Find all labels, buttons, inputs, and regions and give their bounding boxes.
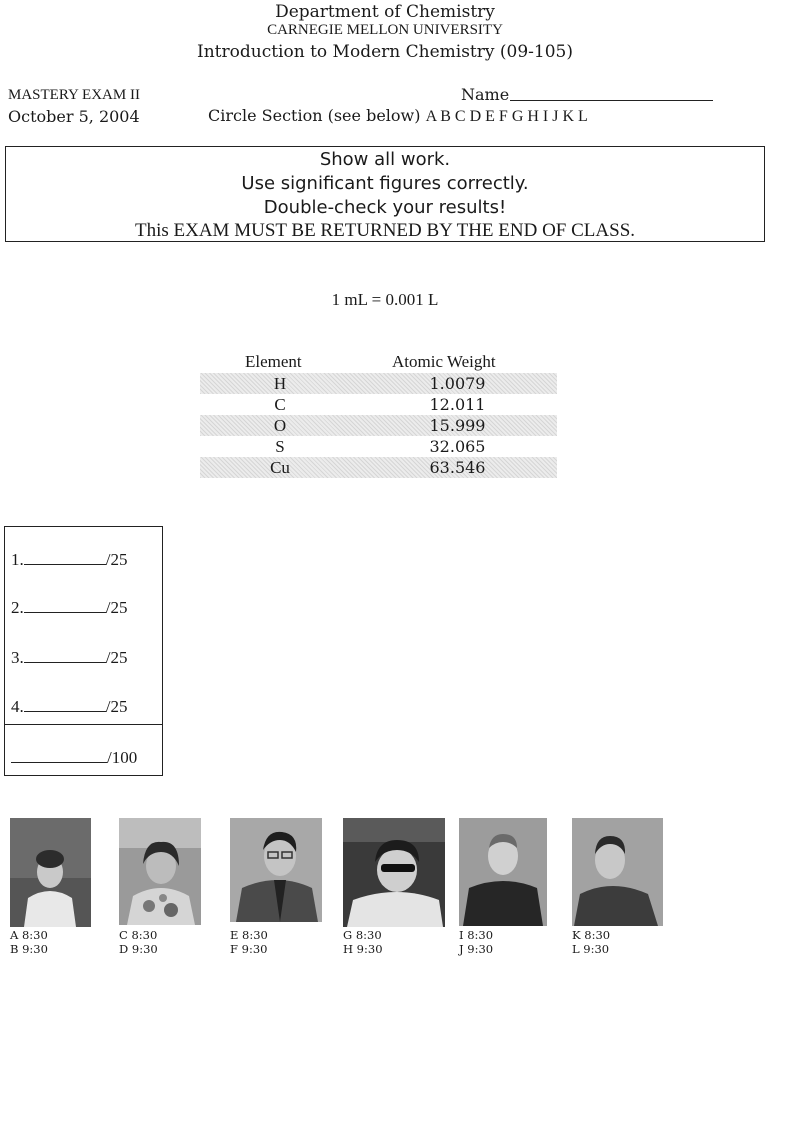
exam-date: October 5, 2004 bbox=[8, 107, 140, 126]
score-max: /25 bbox=[105, 550, 128, 569]
instructor-photo bbox=[10, 818, 91, 927]
score-label: 4. bbox=[11, 697, 24, 716]
instruction-line: Use significant figures correctly. bbox=[241, 173, 529, 194]
section-letters[interactable]: A B C D E F G H I J K L bbox=[425, 108, 588, 125]
table-row bbox=[200, 415, 557, 436]
weight-cell: 1.0079 bbox=[429, 374, 486, 393]
section-caption bbox=[230, 929, 268, 956]
score-label: 1. bbox=[11, 550, 24, 569]
instruction-line: Double-check your results! bbox=[263, 197, 507, 218]
score-label: 3. bbox=[11, 648, 24, 667]
section-time: I 8:30 bbox=[459, 928, 494, 942]
section-time: H 9:30 bbox=[343, 941, 383, 956]
score-box bbox=[4, 526, 163, 776]
instruction-line: Show all work. bbox=[319, 149, 451, 170]
score-divider bbox=[5, 724, 162, 725]
section-time: C 8:30 bbox=[119, 928, 158, 942]
score-row-2[interactable] bbox=[11, 598, 127, 618]
department-heading: Department of Chemistry bbox=[275, 2, 495, 22]
score-blank[interactable] bbox=[24, 697, 106, 712]
university-heading: CARNEGIE MELLON UNIVERSITY bbox=[267, 22, 503, 38]
section-label: Circle Section (see below) bbox=[208, 106, 421, 125]
instructions-box bbox=[5, 146, 765, 242]
instructor-photo bbox=[572, 818, 663, 926]
section-time: F 9:30 bbox=[230, 941, 268, 956]
section-selector bbox=[208, 106, 588, 126]
element-cell: S bbox=[275, 437, 285, 456]
total-max: /100 bbox=[107, 748, 138, 767]
name-label: Name bbox=[461, 85, 510, 104]
score-total-row[interactable] bbox=[11, 748, 137, 768]
element-cell: O bbox=[273, 416, 287, 435]
section-caption bbox=[343, 929, 383, 956]
element-cell: Cu bbox=[270, 458, 290, 477]
table-header-weight: Atomic Weight bbox=[392, 352, 496, 371]
section-time: J 9:30 bbox=[459, 941, 494, 956]
section-caption bbox=[10, 929, 48, 956]
instructor-photo bbox=[230, 818, 322, 922]
score-blank[interactable] bbox=[24, 598, 106, 613]
weight-cell: 12.011 bbox=[429, 395, 486, 414]
score-blank[interactable] bbox=[24, 648, 106, 663]
table-header-element: Element bbox=[245, 352, 302, 371]
weight-cell: 32.065 bbox=[429, 437, 486, 456]
table-row bbox=[200, 457, 557, 478]
name-field-line[interactable] bbox=[510, 100, 713, 101]
table-row bbox=[200, 394, 557, 415]
element-cell: C bbox=[274, 395, 286, 414]
instructor-photo bbox=[459, 818, 547, 926]
section-caption bbox=[572, 929, 610, 956]
unit-conversion: 1 mL = 0.001 L bbox=[331, 290, 439, 309]
course-heading: Introduction to Modern Chemistry (09-105) bbox=[197, 42, 573, 62]
instructor-photo bbox=[119, 818, 201, 925]
score-max: /25 bbox=[105, 697, 128, 716]
section-time: A 8:30 bbox=[10, 928, 48, 942]
weight-cell: 15.999 bbox=[429, 416, 486, 435]
weight-cell: 63.546 bbox=[429, 458, 486, 477]
element-cell: H bbox=[273, 374, 287, 393]
score-row-4[interactable] bbox=[11, 697, 127, 717]
score-row-1[interactable] bbox=[11, 550, 127, 570]
exam-title: MASTERY EXAM II bbox=[8, 87, 140, 103]
instruction-line: This EXAM MUST BE RETURNED BY THE END OF CLASS. bbox=[134, 220, 636, 241]
section-caption bbox=[119, 929, 158, 956]
section-time: D 9:30 bbox=[119, 941, 158, 956]
score-max: /25 bbox=[105, 598, 128, 617]
instructor-photo bbox=[343, 818, 445, 927]
section-time: G 8:30 bbox=[343, 928, 382, 942]
score-row-3[interactable] bbox=[11, 648, 127, 668]
section-time: L 9:30 bbox=[572, 941, 610, 956]
section-time: E 8:30 bbox=[230, 928, 268, 942]
section-time: B 9:30 bbox=[10, 941, 48, 956]
score-label: 2. bbox=[11, 598, 24, 617]
table-row bbox=[200, 373, 557, 394]
total-blank[interactable] bbox=[11, 748, 107, 763]
score-max: /25 bbox=[105, 648, 128, 667]
table-row bbox=[200, 436, 557, 457]
section-time: K 8:30 bbox=[572, 928, 611, 942]
score-blank[interactable] bbox=[24, 550, 106, 565]
section-caption bbox=[459, 929, 493, 956]
